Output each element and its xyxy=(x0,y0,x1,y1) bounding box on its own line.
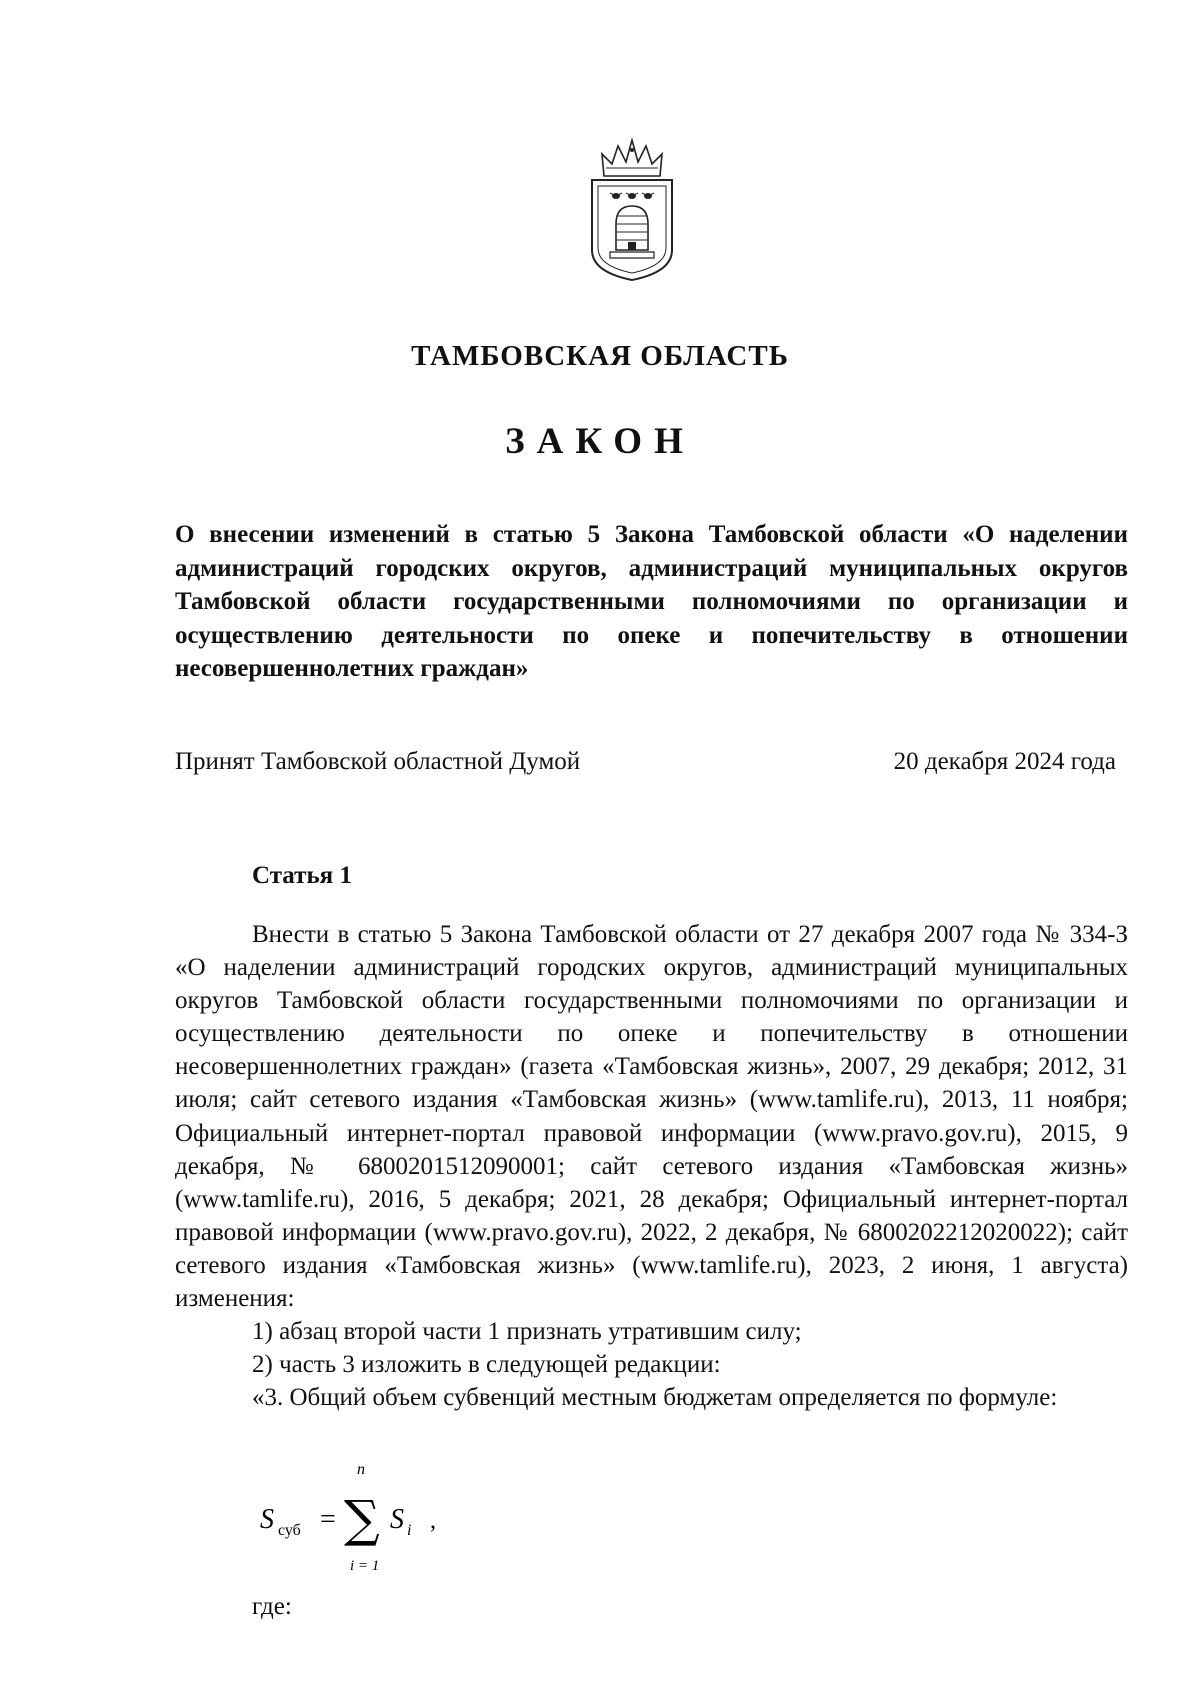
formula-comma: , xyxy=(430,1508,436,1534)
tambov-coat-of-arms-icon xyxy=(584,138,680,283)
formula-sum-lower: i = 1 xyxy=(350,1558,380,1574)
article-item-3: «3. Общий объем субвенций местным бюджетам определяется по формуле: xyxy=(252,1384,1058,1412)
sigma-icon: ∑ xyxy=(344,1490,380,1548)
article-intro-paragraph: Внести в статью 5 Закона Тамбовской области от 27 декабря 2007 года № 334-З «О наделении администраций городских округов, администраций муниципальных округов Тамбовской области государственными полномочиями по организации и осуществлению деятельности по опеке и попечительству в отношении несовершеннолетних граждан» (газета «Тамбовская жизнь», 2007, 29 декабря; 2012, 31 июля; сайт сетевого издания «Тамбовская жизнь» (www.tamlife.ru), 2013, 11 ноября; Официальный интернет-портал правовой информации (www.pravo.gov.ru), 2015, 9 декабря, № 6800201512090001; сайт сетевого издания «Тамбовская жизнь» (www.tamlife.ru), 2016, 5 декабря; 2021, 28 декабря; Официальный интернет-портал правовой информации (www.pravo.gov.ru), 2022, 2 декабря, № 6800202212020022); сайт сетевого издания «Тамбовская жизнь» (www.tamlife.ru), 2023, 2 июня, 1 августа) изменения: xyxy=(175,921,1128,1313)
adopted-by: Принят Тамбовской областной Думой xyxy=(175,748,581,775)
formula-term: S xyxy=(390,1504,404,1535)
where-label: где: xyxy=(252,1593,292,1620)
formula-equals: = xyxy=(320,1504,336,1535)
subvention-formula xyxy=(258,1448,458,1578)
article-item-2: 2) часть 3 изложить в следующей редакции: xyxy=(252,1351,721,1379)
article-heading: Статья 1 xyxy=(252,862,352,889)
adoption-date: 20 декабря 2024 года xyxy=(893,748,1116,775)
formula-lhs-subscript: суб xyxy=(278,1522,301,1539)
region-name: ТАМБОВСКАЯ ОБЛАСТЬ xyxy=(411,340,789,372)
law-title: О внесении изменений в статью 5 Закона Тамбовской области «О наделении администраций городских округов, администраций муниципальных округов Тамбовской области государственными полномочиями по организации и осуществлению деятельности по опеке и попечительству в отношении несовершеннолетних граждан» xyxy=(175,521,1128,682)
formula-lhs: S xyxy=(260,1504,274,1535)
article-body xyxy=(175,918,1128,1414)
document-type: ЗАКОН xyxy=(505,421,695,462)
formula-term-subscript: i xyxy=(407,1522,412,1539)
formula-sum-upper: n xyxy=(357,1461,365,1478)
article-item-1: 1) абзац второй части 1 признать утратившим силу; xyxy=(252,1318,802,1346)
